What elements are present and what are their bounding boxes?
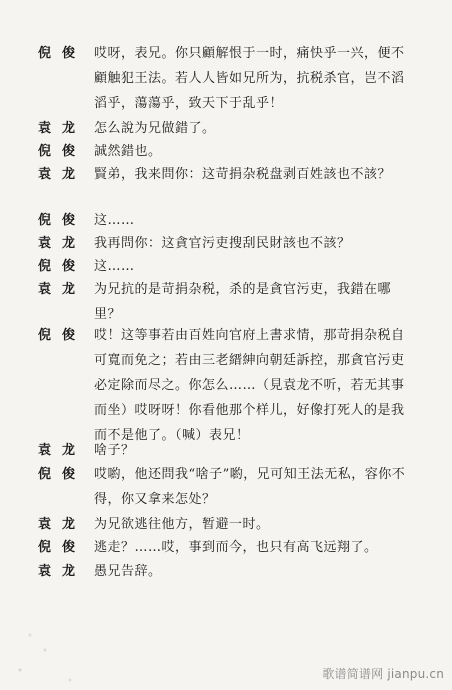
speech-text: 逃走？……哎，事到而今，也只有高飞远翔了。	[94, 540, 378, 555]
dialogue-line	[38, 231, 410, 256]
dialogue-line	[38, 462, 410, 512]
speaker-name: 倪俊	[38, 467, 87, 482]
dialogue-line	[38, 512, 410, 537]
speaker-name: 倪俊	[38, 213, 87, 228]
dialogue-line	[38, 277, 410, 327]
dialogue-line	[38, 162, 410, 187]
speech-text: 哎喲，他还問我“啥子”喲，兄可知王法无私，容你不得，你又拿来怎处？	[94, 467, 406, 507]
dialogue-line	[38, 254, 410, 279]
speaker-name: 倪俊	[38, 259, 87, 274]
speaker-name: 袁龙	[38, 517, 87, 532]
scan-speckle	[0, 580, 150, 690]
dialogue-line	[38, 116, 410, 141]
speech-text: 这……	[94, 213, 135, 228]
speaker-name: 袁龙	[38, 282, 87, 297]
speech-text: 愚兄告辞。	[94, 564, 162, 579]
dialogue-line	[38, 139, 410, 164]
speaker-name: 袁龙	[38, 121, 87, 136]
speaker-name: 倪俊	[38, 328, 87, 343]
dialogue-line	[38, 208, 410, 233]
speaker-name: 袁龙	[38, 564, 87, 579]
site-watermark: 歌谱简谱网 jianpu.cn	[322, 667, 444, 681]
speaker-name: 袁龙	[38, 443, 87, 458]
dialogue-line	[38, 438, 410, 463]
speaker-name: 袁龙	[38, 236, 87, 251]
speech-text: 为兄欲逃往他方，暂避一时。	[94, 517, 270, 532]
speaker-name: 袁龙	[38, 167, 87, 182]
speaker-name: 倪俊	[38, 144, 87, 159]
speaker-name: 倪俊	[38, 46, 87, 61]
speech-text: 哎！这等事若由百姓向官府上書求情，那苛捐杂税自可寬而免之；若由三老縉紳向朝廷訴控，那貪官污吏必定除而尽之。你怎么……（見袁龙不听，若无其事而坐）哎呀呀！你看他那个样儿，好像打死人的是我而不是他了。（喊）表兄！	[94, 328, 405, 443]
speech-text: 为兄抗的是苛捐杂税，杀的是貪官污吏，我錯在哪里？	[94, 282, 392, 322]
speech-text: 賢弟，我来問你：这苛捐杂税盘剥百姓該也不該？	[94, 167, 392, 182]
speech-text: 啥子？	[94, 443, 135, 458]
dialogue-line	[38, 535, 410, 560]
speech-text: 这……	[94, 259, 135, 274]
speech-text: 我再問你：这貪官污吏搜刮民財該也不該？	[94, 236, 351, 251]
speech-text: 誠然錯也。	[94, 144, 162, 159]
dialogue-line	[38, 41, 410, 116]
dialogue-line	[38, 323, 410, 448]
speech-text: 怎么說为兄做錯了。	[94, 121, 216, 136]
speech-text: 哎呀，表兄。你只顧解恨于一时，痛快乎一兴，便不顧触犯王法。若人人皆如兄所为，抗税杀官，岂不滔滔乎，蕩蕩乎，致天下于乱乎！	[94, 46, 405, 111]
speaker-name: 倪俊	[38, 540, 87, 555]
